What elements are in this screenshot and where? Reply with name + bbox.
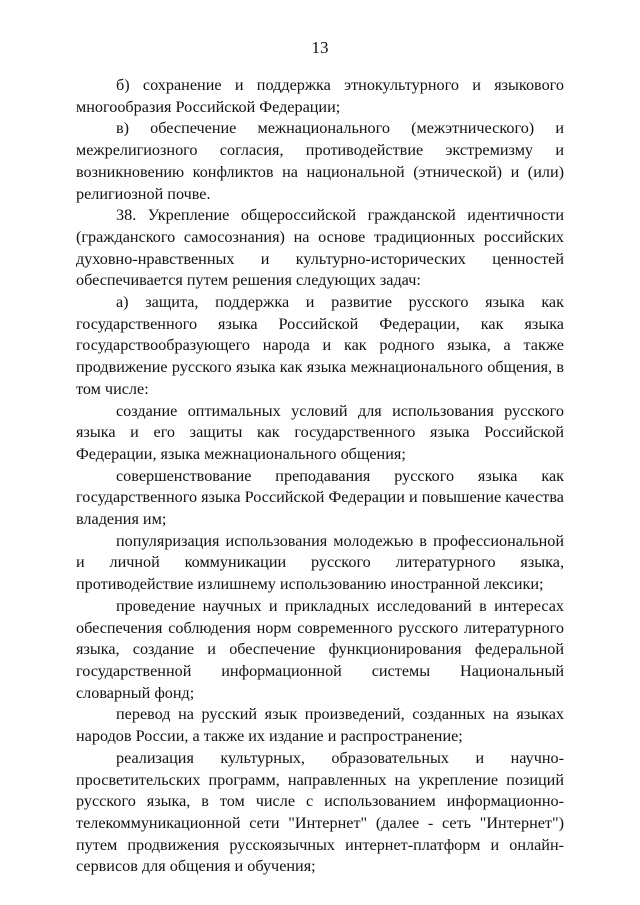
paragraph-38-identity: 38. Укрепление общероссийской гражданской идентичности (гражданского самосознания) на основе традиционных российских духовно-нравственных и культурно-исторических ценностей обеспечивается путем решения следующих задач: [76, 206, 564, 290]
paragraph-a-russian-language: а) защита, поддержка и развитие русского языка как государственного языка Российской Федерации, как языка государствообразующего народа и как родного языка, а также продвижение русского языка как языка межнационального общения, в том числе: [76, 293, 564, 398]
document-body [76, 75, 564, 878]
paragraph-b-preservation: б) сохранение и поддержка этнокультурного и языкового многообразия Российской Федерации; [76, 76, 564, 116]
page-number: 13 [311, 38, 329, 57]
list-item-translation: перевод на русский язык произведений, созданных на языках народов России, а также их издание и распространение; [76, 705, 564, 746]
list-item-programs: реализация культурных, образовательных и научно-просветительских программ, направленных на укрепление позиций русского языка, в том числе с использованием информационно-телекоммуникационной сети "Интернет" (далее - сеть "Интернет") путем продвижения русскоязычных интернет-платформ и онлайн-сервисов для общения и обучения; [76, 748, 564, 876]
list-item-optimal-conditions: создание оптимальных условий для использования русского языка и его защиты как государственного языка Российской Федерации, языка межнационального общения; [76, 401, 564, 463]
list-item-research: проведение научных и прикладных исследований в интересах обеспечения соблюдения норм современного русского литературного языка, создание и обеспечение функционирования федеральной государственной информационной системы Национальный словарный фонд; [76, 596, 564, 702]
list-item-youth-popularization: популяризация использования молодежью в профессиональной и личной коммуникации русского литературного языка, противодействие излишнему использованию иностранной лексики; [76, 531, 564, 594]
list-item-teaching: совершенствование преподавания русского языка как государственного языка Российской Федерации и повышение качества владения им; [76, 466, 564, 529]
paragraph-v-harmony: в) обеспечение межнационального (межэтнического) и межрелигиозного согласия, противодействие экстремизму и возникновению конфликтов на национальной (этнической) и (или) религиозной почве. [76, 119, 564, 203]
